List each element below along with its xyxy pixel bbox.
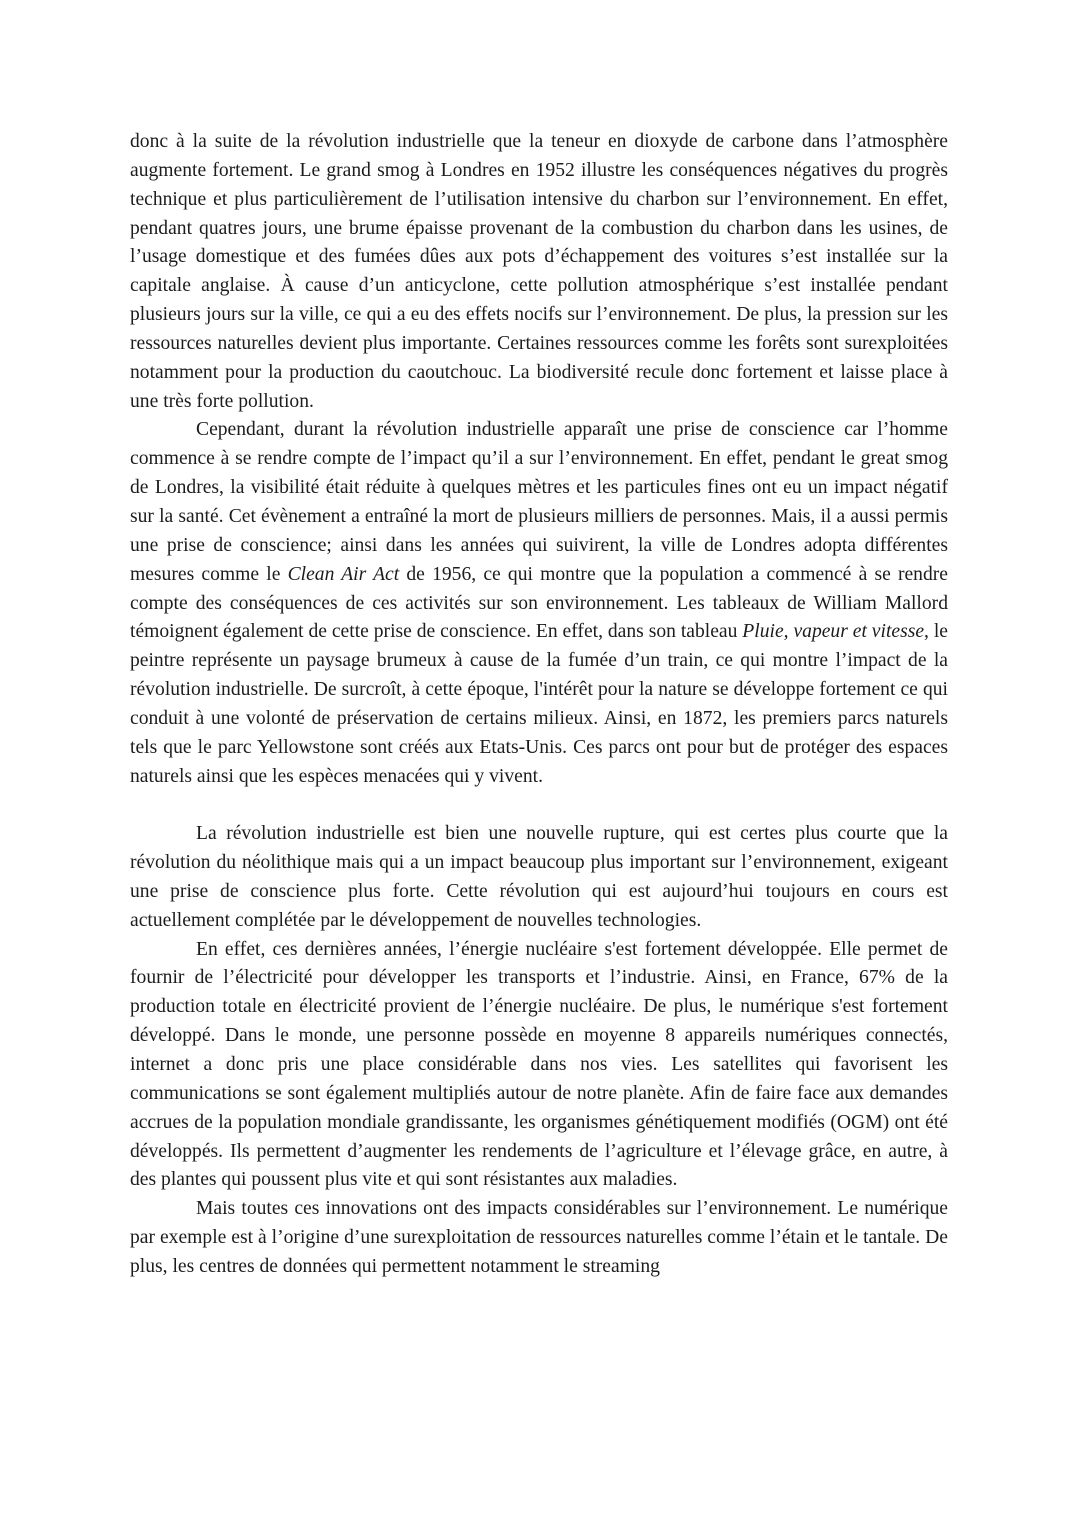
paragraph-2-text-b: de 1956, ce qui montre que la population a commencé à se rendre compte des conséquences de ces activités sur son environnement. Les tableaux de William Mallord témoignent également de cette prise de conscience. En effet, dans son tableau [130,563,948,643]
paragraph-1 [130,128,948,416]
paragraph-2-text-a: Cependant, durant la révolution industrielle apparaît une prise de conscience car l’homme commence à se rendre compte de l’impact qu’il a sur l’environnement. En effet, pendant le great smog de Londres, la visibilité était réduite à quelques mètres et les particules fines ont eu un impact négatif sur la santé. Cet évènement a entraîné la mort de plusieurs milliers de personnes. Mais, il a aussi permis une prise de conscience; ainsi dans les années qui suivirent, la ville de Londres adopta différentes mesures comme le [130,419,948,585]
paragraph-4 [130,936,948,1196]
paragraph-1-text: donc à la suite de la révolution industrielle que la teneur en dioxyde de carbone dans l’atmosphère augmente fortement. Le grand smog à Londres en 1952 illustre les conséquences négatives du progrès technique et plus particulièrement de l’utilisation intensive du charbon sur l’environnement. En effet, pendant quatres jours, une brume épaisse provenant de la combustion du charbon dans les usines, de l’usage domestique et des fumées dûes aux pots d’échappement des voitures s’est installée sur la capitale anglaise. À cause d’un anticyclone, cette pollution atmosphérique s’est installée pendant plusieurs jours sur la ville, ce qui a eu des effets nocifs sur l’environnement. De plus, la pression sur les ressources naturelles devient plus importante. Certaines ressources comme les forêts sont surexploitées notamment pour la production du caoutchouc. La biodiversité recule donc fortement et laisse place à une très forte pollution. [130,131,948,412]
paragraph-5-text: Mais toutes ces innovations ont des impacts considérables sur l’environnement. Le numérique par exemple est à l’origine d’une surexploitation de ressources naturelles comme l’étain et le tantale. De plus, les centres de données qui permettent notamment le streaming [130,1198,948,1277]
painting-title: Pluie, vapeur et vitesse [742,621,925,643]
paragraph-2-text-c: , le peintre représente un paysage brumeux à cause de la fumée d’un train, ce qui montre l’impact de la révolution industrielle. De surcroît, à cette époque, l'intérêt pour la nature se développe fortement ce qui conduit à une volonté de préservation de certains milieux. Ainsi, en 1872, les premiers parcs naturels tels que le parc Yellowstone sont créés aux Etats-Unis. Ces parcs ont pour but de protéger des espaces naturels ainsi que les espèces menacées qui y vivent. [130,621,948,787]
paragraph-4-text: En effet, ces dernières années, l’énergie nucléaire s'est fortement développée. Elle permet de fournir de l’électricité pour développer les transports et l’industrie. Ainsi, en France, 67% de la production totale en électricité provient de l’énergie nucléaire. De plus, le numérique s'est fortement développé. Dans le monde, une personne possède en moyenne 8 appareils numériques connectés, internet a donc pris une place considérable dans nos vies. Les satellites qui favorisent les communications se sont également multipliés autour de notre planète. Afin de faire face aux demandes accrues de la population mondiale grandissante, les organismes génétiquement modifiés (OGM) ont été développés. Ils permettent d’augmenter les rendements de l’agriculture et l’élevage grâce, en autre, à des plantes qui poussent plus vite et qui sont résistantes aux maladies. [130,938,948,1191]
paragraph-5 [130,1195,948,1282]
paragraph-3 [130,820,948,935]
paragraph-3-text: La révolution industrielle est bien une nouvelle rupture, qui est certes plus courte que la révolution du néolithique mais qui a un impact beaucoup plus important sur l’environnement, exigeant une prise de conscience plus forte. Cette révolution qui est aujourd’hui toujours en cours est actuellement complétée par le développement de nouvelles technologies. [130,823,948,931]
paragraph-gap [130,791,948,820]
document-page [130,128,948,1282]
clean-air-act-title: Clean Air Act [287,563,400,585]
paragraph-2 [130,416,948,791]
